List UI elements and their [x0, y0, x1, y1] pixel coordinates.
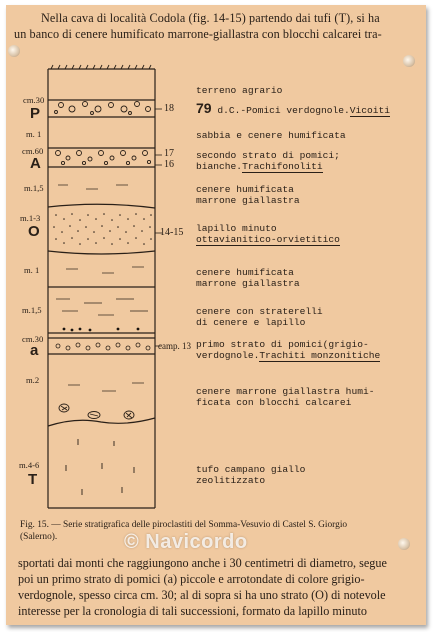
sample-number-14-15: 14-15	[160, 227, 184, 238]
layer-desc-10a: cenere marrone giallastra humi-	[196, 386, 375, 397]
layer-desc-8b: di cenere e lapillo	[196, 317, 306, 328]
bottom-text-line-1: sportati dai monti che raggiungono anche i 30 centimetri di diametro, segue	[18, 556, 387, 570]
layer-desc-6b: ottavianitico-orvietitico	[196, 234, 340, 245]
top-text-line-1: Nella cava di località Codola (fig. 14-15) partendo dai tufi (T), si ha	[41, 11, 380, 25]
layer-desc-10b: ficata con blocchi calcarei	[196, 397, 352, 408]
measure-2: m. 1	[26, 129, 42, 139]
layer-desc-7a: cenere humificata	[196, 267, 294, 278]
letter-a-upper: A	[30, 155, 41, 172]
layer-desc-3: sabbia e cenere humificata	[196, 130, 346, 141]
layer-desc-4a: secondo strato di pomici;	[196, 150, 340, 161]
measure-t: m.4-6	[19, 460, 40, 470]
layer-desc-2-text: d.C.-Pomici verdognole.	[211, 105, 350, 116]
letter-t: T	[28, 471, 38, 488]
sample-number-13: camp. 13	[158, 341, 191, 351]
layer-desc-8a: cenere con straterelli	[196, 306, 323, 317]
measure-a-lower: cm.30	[22, 334, 44, 344]
layer-desc-2-year: 79	[196, 100, 212, 116]
thumbtack-bottom-right-icon	[398, 538, 410, 550]
top-text-line-2: un banco di cenere humificato marrone-giallastra con blocchi calcarei tra-	[14, 27, 382, 41]
figure-caption-line-2: (Salerno).	[20, 532, 58, 542]
layer-desc-4b	[196, 161, 323, 172]
document-page	[6, 5, 426, 625]
figure-caption-line-1: Fig. 15. — Serie stratigrafica delle piroclastiti del Somma-Vesuvio di Castel S. Giorgio	[20, 520, 348, 530]
letter-p: P	[30, 105, 41, 122]
layer-desc-2	[196, 100, 391, 116]
measure-6: m. 1	[24, 265, 40, 275]
measure-p: cm.30	[23, 95, 45, 105]
bottom-text-line-2: poi un primo strato di pomici (a) piccole e arrotondate di colore grigio-	[18, 572, 365, 586]
sample-number-17: 17	[164, 148, 174, 159]
layer-desc-9b-prefix: verdognole.	[196, 350, 260, 361]
bottom-text-line-4: interesse per la cronologia di tali successioni, formato da lapillo minuto	[18, 604, 367, 618]
bottom-text-line-3: verdognole, spesso circa cm. 30; al di sopra si ha uno strato (O) di notevole	[18, 588, 386, 602]
layer-desc-11a: tufo campano giallo	[196, 464, 306, 475]
layer-desc-7b: marrone giallastra	[196, 278, 300, 289]
sample-number-16: 16	[164, 159, 174, 170]
measure-4: m.1,5	[24, 183, 44, 193]
layer-desc-2-underlined: Vicoiti	[349, 105, 391, 116]
stratigraphic-column-drawing	[6, 5, 426, 525]
measure-a: cm.60	[22, 146, 44, 156]
sample-number-18: 18	[164, 103, 174, 114]
layer-desc-9b	[196, 350, 380, 361]
measure-o: m.1-3	[20, 213, 41, 223]
layer-desc-9b-underlined: Trachiti monzonitiche	[259, 350, 381, 361]
layer-desc-11b: zeolitizzato	[196, 475, 266, 486]
layer-desc-5a: cenere humificata	[196, 184, 294, 195]
layer-desc-4b-prefix: bianche.	[196, 161, 243, 172]
watermark: © Navicordo	[124, 531, 248, 553]
measure-9: m.2	[26, 375, 40, 385]
letter-o: O	[28, 223, 40, 240]
layer-desc-6a: lapillo minuto	[196, 223, 277, 234]
layer-desc-5b: marrone giallastra	[196, 195, 300, 206]
layer-desc-9a: primo strato di pomici(grigio-	[196, 339, 369, 350]
layer-desc-4b-underlined: Trachifonoliti	[242, 161, 323, 172]
measure-7: m.1,5	[22, 305, 42, 315]
letter-a-lower: a	[30, 342, 39, 359]
layer-desc-1: terreno agrario	[196, 85, 283, 96]
